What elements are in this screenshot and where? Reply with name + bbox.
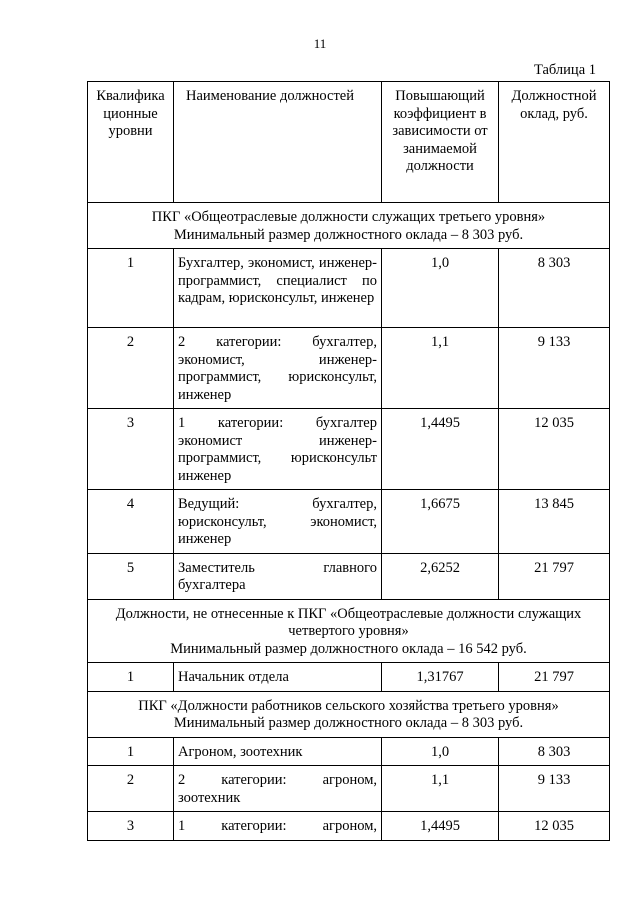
header-qualification-levels: Квалифика ционные уровни xyxy=(88,82,174,203)
coefficient-cell: 1,6675 xyxy=(382,490,499,554)
header-salary: Должностной оклад, руб. xyxy=(499,82,610,203)
position-cell: Заместитель главного бухгалтера xyxy=(174,553,382,599)
salary-cell: 8 303 xyxy=(499,249,610,328)
table-row xyxy=(88,737,610,766)
coefficient-cell: 1,0 xyxy=(382,249,499,328)
coefficient-cell: 1,4495 xyxy=(382,812,499,841)
level-cell: 2 xyxy=(88,328,174,409)
group-header xyxy=(88,203,610,249)
level-cell: 1 xyxy=(88,663,174,692)
group-subtitle: Минимальный размер должностного оклада – 8 303 руб. xyxy=(173,715,524,731)
group-header-cell xyxy=(88,203,610,249)
header-position-names: Наименование должностей xyxy=(174,82,382,203)
position-cell: 1 категории: бухгалтер экономист инженер-программист, юрисконсульт инженер xyxy=(174,409,382,490)
salary-cell: 12 035 xyxy=(499,812,610,841)
position-cell: 2 категории: бухгалтер, экономист, инженер-программист, юрисконсульт, инженер xyxy=(174,328,382,409)
group-header-cell xyxy=(88,691,610,737)
header-row xyxy=(88,82,610,203)
table-row xyxy=(88,409,610,490)
level-cell: 2 xyxy=(88,766,174,812)
coefficient-cell: 1,0 xyxy=(382,737,499,766)
position-cell: 1 категории: агроном, xyxy=(174,812,382,841)
level-cell: 5 xyxy=(88,553,174,599)
coefficient-cell: 1,4495 xyxy=(382,409,499,490)
salary-cell: 8 303 xyxy=(499,737,610,766)
level-cell: 1 xyxy=(88,737,174,766)
table-row xyxy=(88,812,610,841)
table-caption: Таблица 1 xyxy=(533,62,596,78)
group-header xyxy=(88,599,610,663)
coefficient-cell: 2,6252 xyxy=(382,553,499,599)
table-row xyxy=(88,663,610,692)
header-raising-coefficient: Повышающий коэффициент в зависимости от занимаемой должности xyxy=(382,82,499,203)
level-cell: 3 xyxy=(88,812,174,841)
table-row xyxy=(88,553,610,599)
group-title: ПКГ «Общеотраслевые должности служащих третьего уровня» xyxy=(151,209,546,225)
table-row xyxy=(88,249,610,328)
coefficient-cell: 1,31767 xyxy=(382,663,499,692)
salary-cell: 21 797 xyxy=(499,663,610,692)
group-subtitle: Минимальный размер должностного оклада – 16 542 руб. xyxy=(170,640,527,657)
group-subtitle: Минимальный размер должностного оклада – 8 303 руб. xyxy=(173,226,524,243)
group-header xyxy=(88,691,610,737)
salary-cell: 9 133 xyxy=(499,766,610,812)
coefficient-cell: 1,1 xyxy=(382,328,499,409)
level-cell: 4 xyxy=(88,490,174,554)
level-cell: 1 xyxy=(88,249,174,328)
table-row xyxy=(88,328,610,409)
group-header-cell xyxy=(88,599,610,663)
position-cell: Бухгалтер, экономист, инженер-программист, специалист по кадрам, юрисконсульт, инженер xyxy=(174,249,382,328)
position-cell: 2 категории: агроном, зоотехник xyxy=(174,766,382,812)
position-cell: Ведущий: бухгалтер, юрисконсульт, экономист, инженер xyxy=(174,490,382,554)
group-title: Должности, не отнесенные к ПКГ «Общеотраслевые должности служащих четвертого уровня» xyxy=(115,605,582,639)
group-title: ПКГ «Должности работников сельского хозяйства третьего уровня» xyxy=(138,697,559,714)
salary-cell: 21 797 xyxy=(499,553,610,599)
table-row xyxy=(88,490,610,554)
page-number: 11 xyxy=(313,36,327,51)
salary-cell: 12 035 xyxy=(499,409,610,490)
position-cell: Агроном, зоотехник xyxy=(174,737,382,766)
salary-cell: 9 133 xyxy=(499,328,610,409)
coefficient-cell: 1,1 xyxy=(382,766,499,812)
position-cell: Начальник отдела xyxy=(174,663,382,692)
salary-table xyxy=(87,81,610,841)
salary-cell: 13 845 xyxy=(499,490,610,554)
level-cell: 3 xyxy=(88,409,174,490)
table-row xyxy=(88,766,610,812)
